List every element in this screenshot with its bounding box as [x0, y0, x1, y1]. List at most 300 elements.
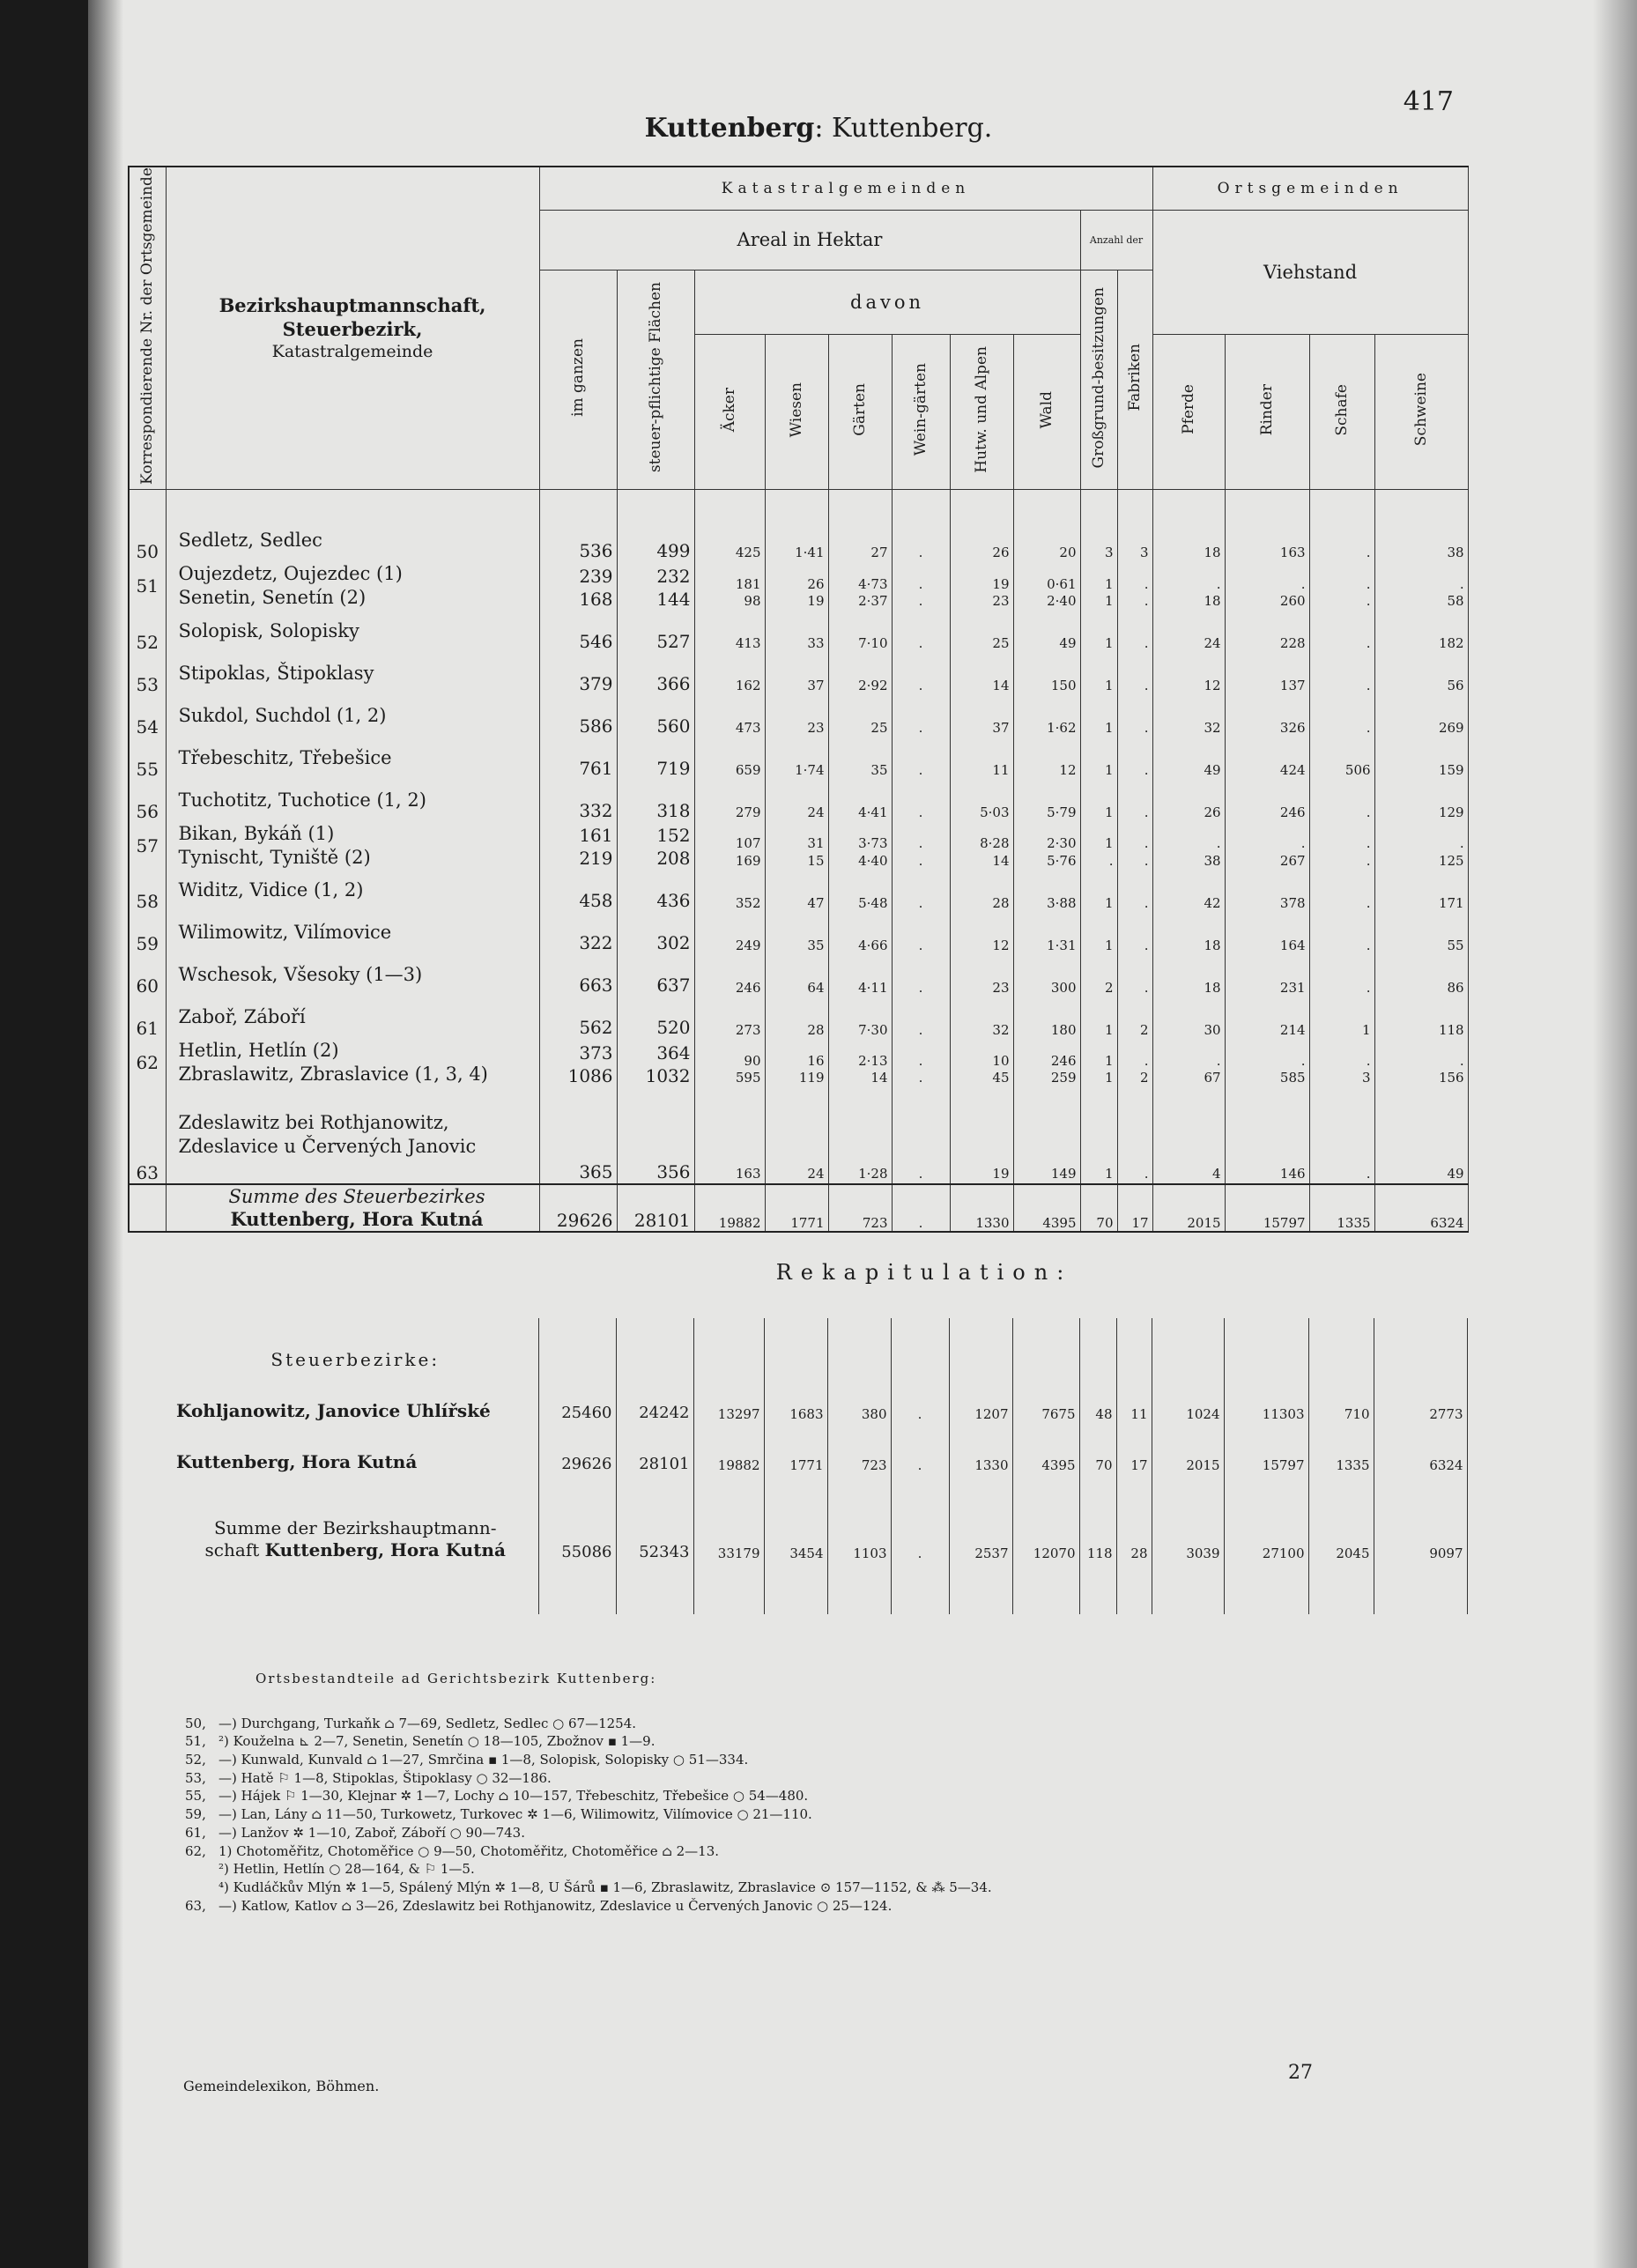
cell-value: 17: [1116, 1422, 1152, 1473]
cell-value: 171: [1374, 870, 1468, 912]
cell-value: 0·61 2·40: [1013, 562, 1080, 611]
col-schafe: Schafe: [1309, 334, 1374, 489]
cell-value: 137: [1225, 653, 1309, 695]
name-column-header: Bezirkshauptmannschaft, Steuerbezirk, Katastralgemeinde: [166, 167, 539, 489]
cell-value: 1: [1080, 997, 1117, 1039]
cell-value: 32: [1152, 695, 1225, 737]
table-row: [129, 562, 1468, 611]
cell-value: 1: [1080, 695, 1117, 737]
cell-value: 637: [617, 954, 694, 997]
cell-value: .: [1117, 912, 1152, 954]
cell-value: 1·31: [1013, 912, 1080, 954]
note-line: 61, —) Lanžov ✲ 1—10, Zaboř, Záboří ○ 90—743.: [185, 1824, 525, 1841]
row-number: 54: [129, 695, 166, 737]
cell-value: 2·92: [828, 653, 892, 695]
cell-value: 18: [1152, 912, 1225, 954]
municipality-name: Sukdol, Suchdol (1, 2): [166, 695, 539, 737]
areal-header: Areal in Hektar: [539, 211, 1080, 271]
cell-value: 47: [765, 870, 828, 912]
row-number: 56: [129, 780, 166, 822]
rekap-row: [173, 1422, 1467, 1473]
row-number: 59: [129, 912, 166, 954]
scan-edge-right: [1593, 0, 1637, 2268]
table-row: [129, 695, 1468, 737]
scan-edge-shadow: [88, 0, 123, 2268]
table-row: [129, 520, 1468, 562]
cell-value: 12: [1013, 737, 1080, 780]
municipality-name: Wschesok, Všesoky (1—3): [166, 954, 539, 997]
cell-value: 26: [950, 520, 1013, 562]
cell-value: 546: [539, 611, 617, 653]
cell-value: 527: [617, 611, 694, 653]
cell-value: 18: [1152, 520, 1225, 562]
steuerbezirk-name: Kuttenberg, Hora Kutná: [173, 1422, 538, 1473]
viehstand-header: Viehstand: [1152, 211, 1468, 335]
municipality-name: Bikan, Bykáň (1) Tynischt, Tyniště (2): [166, 822, 539, 871]
cell-value: 1: [1080, 1087, 1117, 1184]
cell-value: 2·30 5·76: [1013, 822, 1080, 871]
table-row: [129, 611, 1468, 653]
cell-value: 150: [1013, 653, 1080, 695]
cell-value: .: [892, 912, 950, 954]
cell-value: 356: [617, 1087, 694, 1184]
anzahl-header: Anzahl der: [1080, 211, 1152, 271]
cell-value: . .: [892, 562, 950, 611]
cell-value: 29626: [538, 1422, 616, 1473]
cell-value: 424: [1225, 737, 1309, 780]
cell-value: 279: [694, 780, 765, 822]
cell-value: 586: [539, 695, 617, 737]
cell-value: .: [892, 1087, 950, 1184]
cell-value: 425: [694, 520, 765, 562]
municipality-name: Solopisk, Solopisky: [166, 611, 539, 653]
cell-value: 352: [694, 870, 765, 912]
cell-value: . 267: [1225, 822, 1309, 871]
cell-value: . 125: [1374, 822, 1468, 871]
cell-value: . 260: [1225, 562, 1309, 611]
table-row: [129, 1087, 1468, 1184]
cell-value: 1 1: [1080, 1039, 1117, 1087]
cell-value: 56: [1374, 653, 1468, 695]
cell-value: 15797: [1224, 1422, 1308, 1473]
cell-value: 5·03: [950, 780, 1013, 822]
cell-value: 1: [1080, 870, 1117, 912]
rekap-row: [173, 1371, 1467, 1422]
cell-value: 35: [765, 912, 828, 954]
cell-value: 48: [1079, 1371, 1116, 1422]
municipality-name: Widitz, Vidice (1, 2): [166, 870, 539, 912]
rekapitulation-table: [173, 1318, 1468, 1614]
cell-value: 659: [694, 737, 765, 780]
cell-value: 164: [1225, 912, 1309, 954]
cell-value: 38: [1374, 520, 1468, 562]
cell-value: 19: [950, 1087, 1013, 1184]
cell-value: 24242: [616, 1371, 693, 1422]
note-line: 63, —) Katlow, Katlov ⌂ 3—26, Zdeslawitz bei Rothjanowitz, Zdeslavice u Červených Janovic ○ 25—124.: [185, 1897, 893, 1914]
cell-value: 228: [1225, 611, 1309, 653]
cell-value: 473: [694, 695, 765, 737]
cell-value: 536: [539, 520, 617, 562]
cell-value: 16 119: [765, 1039, 828, 1087]
cell-value: 11: [950, 737, 1013, 780]
cell-value: 332: [539, 780, 617, 822]
statistics-table: [128, 166, 1469, 1233]
cell-value: 182: [1374, 611, 1468, 653]
cell-value: 1: [1080, 780, 1117, 822]
row-number: 61: [129, 997, 166, 1039]
cell-value: 1·74: [765, 737, 828, 780]
cell-value: 2: [1080, 954, 1117, 997]
rekapitulation-title: Rekapitulation:: [775, 1260, 1073, 1285]
municipality-name: Stipoklas, Štipoklasy: [166, 653, 539, 695]
cell-value: 373 1086: [539, 1039, 617, 1087]
page-title: Kuttenberg: Kuttenberg.: [644, 113, 993, 144]
cell-value: 560: [617, 695, 694, 737]
cell-value: 232 144: [617, 562, 694, 611]
cell-value: 246: [694, 954, 765, 997]
cell-value: 10 45: [950, 1039, 1013, 1087]
cell-value: 1·62: [1013, 695, 1080, 737]
cell-value: 7675: [1012, 1371, 1079, 1422]
cell-value: 28: [950, 870, 1013, 912]
cell-value: 1: [1080, 737, 1117, 780]
note-line: ⁴) Kudláčkův Mlýn ✲ 1—5, Spálený Mlýn ✲ 1—8, U Šárů ▪ 1—6, Zbraslawitz, Zbraslavice ⊙ 157—1152, & ⁂ 5—34.: [219, 1879, 992, 1895]
table-row: [129, 912, 1468, 954]
cell-value: 37: [765, 653, 828, 695]
cell-value: . 67: [1152, 1039, 1225, 1087]
cell-value: 1335: [1308, 1422, 1374, 1473]
cell-value: 1: [1080, 912, 1117, 954]
cell-value: 146: [1225, 1087, 1309, 1184]
cell-value: 181 98: [694, 562, 765, 611]
cell-value: 436: [617, 870, 694, 912]
cell-value: 3·88: [1013, 870, 1080, 912]
katastralgemeinden-header: Katastralgemeinden: [539, 167, 1152, 211]
cell-value: 37: [950, 695, 1013, 737]
cell-value: 25: [950, 611, 1013, 653]
col-weingaerten: Wein-gärten: [892, 334, 950, 489]
cell-value: 149: [1013, 1087, 1080, 1184]
cell-value: 273: [694, 997, 765, 1039]
row-number: 57: [129, 822, 166, 871]
col-pferde: Pferde: [1152, 334, 1225, 489]
cell-value: 562: [539, 997, 617, 1039]
cell-value: .: [892, 997, 950, 1039]
cell-value: 2·13 14: [828, 1039, 892, 1087]
cell-value: 25460: [538, 1371, 616, 1422]
cell-value: 64: [765, 954, 828, 997]
cell-value: 162: [694, 653, 765, 695]
cell-value: . 156: [1374, 1039, 1468, 1087]
cell-value: .: [1117, 737, 1152, 780]
table-row: [129, 1039, 1468, 1087]
cell-value: 365: [539, 1087, 617, 1184]
cell-value: 49: [1013, 611, 1080, 653]
col-aecker: Äcker: [694, 334, 765, 489]
cell-value: . 38: [1152, 822, 1225, 871]
cell-value: .: [1309, 1087, 1374, 1184]
table-row: [129, 737, 1468, 780]
cell-value: 506: [1309, 737, 1374, 780]
note-line: 52, —) Kunwald, Kunvald ⌂ 1—27, Smrčina ▪ 1—8, Solopisk, Solopisky ○ 51—334.: [185, 1752, 749, 1768]
cell-value: .: [892, 954, 950, 997]
note-line: 50, —) Durchgang, Turkaňk ⌂ 7—69, Sedletz, Sedlec ○ 67—1254.: [185, 1715, 637, 1731]
cell-value: 379: [539, 653, 617, 695]
nr-column-header: Korrespondierende Nr. der Ortsgemeinde: [129, 167, 166, 489]
cell-value: 3: [1117, 520, 1152, 562]
ortsbestandteile-notes: [185, 1670, 1418, 1915]
municipality-name: Oujezdetz, Oujezdec (1) Senetin, Senetín (2): [166, 562, 539, 611]
cell-value: 269: [1374, 695, 1468, 737]
municipality-name: Hetlin, Hetlín (2) Zbraslawitz, Zbraslavice (1, 3, 4): [166, 1039, 539, 1087]
cell-value: 710: [1308, 1371, 1374, 1422]
cell-value: . 2: [1117, 1039, 1152, 1087]
cell-value: 35: [828, 737, 892, 780]
cell-value: 159: [1374, 737, 1468, 780]
cell-value: 11303: [1224, 1371, 1308, 1422]
cell-value: 1·28: [828, 1087, 892, 1184]
col-fabriken: Fabriken: [1117, 270, 1152, 489]
summe-row: Summe des Steuerbezirkes Kuttenberg, Hora Kutná 29626 28101 19882 1771 723 . 1330 4395 70 17 2015 15797 1335 6324: [129, 1184, 1468, 1233]
cell-value: 663: [539, 954, 617, 997]
cell-value: 23: [765, 695, 828, 737]
cell-value: 26: [1152, 780, 1225, 822]
cell-value: 163: [1225, 520, 1309, 562]
cell-value: .: [1117, 653, 1152, 695]
cell-value: 380: [827, 1371, 891, 1422]
cell-value: . 585: [1225, 1039, 1309, 1087]
cell-value: .: [892, 653, 950, 695]
cell-value: 19 23: [950, 562, 1013, 611]
cell-value: 27: [828, 520, 892, 562]
cell-value: 25: [828, 695, 892, 737]
cell-value: . .: [1117, 822, 1152, 871]
municipality-name: Zaboř, Záboří: [166, 997, 539, 1039]
cell-value: 1207: [949, 1371, 1012, 1422]
page-number: 417: [1403, 86, 1454, 117]
cell-value: 1: [1309, 997, 1374, 1039]
cell-value: 90 595: [694, 1039, 765, 1087]
steuerbezirke-label: Steuerbezirke:: [173, 1318, 538, 1371]
cell-value: 2773: [1374, 1371, 1467, 1422]
cell-value: 413: [694, 611, 765, 653]
table-row: [129, 780, 1468, 822]
cell-value: 302: [617, 912, 694, 954]
cell-value: 1: [1080, 611, 1117, 653]
cell-value: 14: [950, 653, 1013, 695]
cell-value: 249: [694, 912, 765, 954]
cell-value: 231: [1225, 954, 1309, 997]
cell-value: 49: [1152, 737, 1225, 780]
cell-value: 49: [1374, 1087, 1468, 1184]
cell-value: .: [1117, 1087, 1152, 1184]
row-number: 52: [129, 611, 166, 653]
cell-value: 246 259: [1013, 1039, 1080, 1087]
cell-value: 70: [1079, 1422, 1116, 1473]
cell-value: 55: [1374, 912, 1468, 954]
col-rinder: Rinder: [1225, 334, 1309, 489]
cell-value: 3: [1080, 520, 1117, 562]
col-schweine: Schweine: [1374, 334, 1468, 489]
municipality-name: Třebeschitz, Třebešice: [166, 737, 539, 780]
cell-value: . 58: [1374, 562, 1468, 611]
cell-value: 7·30: [828, 997, 892, 1039]
cell-value: .: [892, 870, 950, 912]
note-line: 55, —) Hájek ⚐ 1—30, Klejnar ✲ 1—7, Lochy ⌂ 10—157, Třebeschitz, Třebešice ○ 54—480.: [185, 1788, 809, 1805]
cell-value: 12: [1152, 653, 1225, 695]
cell-value: .: [891, 1422, 949, 1473]
cell-value: .: [892, 520, 950, 562]
notes-heading: Ortsbestandteile ad Gerichtsbezirk Kuttenberg:: [256, 1671, 657, 1686]
cell-value: 28: [765, 997, 828, 1039]
cell-value: .: [1309, 954, 1374, 997]
cell-value: 1 1: [1080, 562, 1117, 611]
cell-value: 1·41: [765, 520, 828, 562]
cell-value: .: [1309, 611, 1374, 653]
cell-value: 129: [1374, 780, 1468, 822]
cell-value: 180: [1013, 997, 1080, 1039]
cell-value: .: [892, 611, 950, 653]
steuerbezirk-name: Kohljanowitz, Janovice Uhlířské: [173, 1371, 538, 1422]
note-line: ²) Hetlin, Hetlín ○ 28—164, & ⚐ 1—5.: [219, 1861, 475, 1878]
cell-value: . .: [892, 822, 950, 871]
cell-value: 7·10: [828, 611, 892, 653]
col-gaerten: Gärten: [828, 334, 892, 489]
cell-value: 24: [765, 1087, 828, 1184]
cell-value: 23: [950, 954, 1013, 997]
cell-value: 2015: [1152, 1422, 1224, 1473]
cell-value: 499: [617, 520, 694, 562]
municipality-name: Wilimowitz, Vilímovice: [166, 912, 539, 954]
footer-sheet-number: 27: [1288, 2062, 1313, 2084]
row-number: 60: [129, 954, 166, 997]
col-wald: Wald: [1013, 334, 1080, 489]
row-number: 53: [129, 653, 166, 695]
cell-value: .: [1117, 870, 1152, 912]
cell-value: 4·11: [828, 954, 892, 997]
cell-value: .: [1117, 954, 1152, 997]
municipality-name: Tuchotitz, Tuchotice (1, 2): [166, 780, 539, 822]
cell-value: 26 19: [765, 562, 828, 611]
col-steuerpflichtige: steuer-pflichtige Flächen: [617, 270, 694, 489]
cell-value: 326: [1225, 695, 1309, 737]
cell-value: 13297: [693, 1371, 764, 1422]
cell-value: 20: [1013, 520, 1080, 562]
cell-value: 163: [694, 1087, 765, 1184]
table-row: [129, 653, 1468, 695]
row-number: 55: [129, 737, 166, 780]
cell-value: 107 169: [694, 822, 765, 871]
cell-value: 5·48: [828, 870, 892, 912]
rekap-summe-row: Summe der Bezirkshauptmann- schaft Kuttenberg, Hora Kutná 55086 52343 33179 3454 1103 . 2537 12070 118 28 3039 27100 2045 9097: [173, 1517, 1467, 1561]
cell-value: 28101: [616, 1422, 693, 1473]
cell-value: 520: [617, 997, 694, 1039]
cell-value: .: [892, 780, 950, 822]
cell-value: 42: [1152, 870, 1225, 912]
note-line: 62, 1) Chotoměřitz, Chotoměřice ○ 9—50, Chotoměřitz, Chotoměřice ⌂ 2—13.: [185, 1842, 720, 1859]
cell-value: 86: [1374, 954, 1468, 997]
cell-value: 378: [1225, 870, 1309, 912]
cell-value: . .: [892, 1039, 950, 1087]
note-line: 51, ²) Kouželna ⊾ 2—7, Senetin, Senetín ○ 18—105, Zbožnov ▪ 1—9.: [185, 1733, 656, 1750]
cell-value: 761: [539, 737, 617, 780]
cell-value: 214: [1225, 997, 1309, 1039]
davon-header: davon: [694, 270, 1080, 334]
row-number: 58: [129, 870, 166, 912]
cell-value: .: [1309, 520, 1374, 562]
cell-value: 322: [539, 912, 617, 954]
scan-edge-left: [0, 0, 88, 2268]
cell-value: 24: [765, 780, 828, 822]
cell-value: 300: [1013, 954, 1080, 997]
row-number: 62: [129, 1039, 166, 1087]
cell-value: 239 168: [539, 562, 617, 611]
row-number: 50: [129, 520, 166, 562]
cell-value: 11: [1116, 1371, 1152, 1422]
cell-value: .: [1309, 912, 1374, 954]
table-row: [129, 822, 1468, 871]
cell-value: 24: [1152, 611, 1225, 653]
municipality-name: Zdeslawitz bei Rothjanowitz, Zdeslavice u Červených Janovic: [166, 1087, 539, 1184]
cell-value: .: [1117, 611, 1152, 653]
cell-value: 318: [617, 780, 694, 822]
table-row: [129, 954, 1468, 997]
cell-value: 1771: [764, 1422, 827, 1473]
cell-value: .: [1117, 695, 1152, 737]
cell-value: .: [1117, 780, 1152, 822]
cell-value: 1330: [949, 1422, 1012, 1473]
cell-value: 364 1032: [617, 1039, 694, 1087]
cell-value: 19882: [693, 1422, 764, 1473]
cell-value: .: [892, 695, 950, 737]
cell-value: .: [891, 1371, 949, 1422]
row-number: 51: [129, 562, 166, 611]
col-wiesen: Wiesen: [765, 334, 828, 489]
cell-value: . .: [1309, 562, 1374, 611]
col-grossgrund: Großgrund-besitzungen: [1080, 270, 1117, 489]
cell-value: 5·79: [1013, 780, 1080, 822]
cell-value: 366: [617, 653, 694, 695]
cell-value: 6324: [1374, 1422, 1467, 1473]
note-line: 53, —) Hatě ⚐ 1—8, Stipoklas, Štipoklasy ○ 32—186.: [185, 1769, 552, 1786]
cell-value: .: [1309, 780, 1374, 822]
cell-value: . .: [1117, 562, 1152, 611]
cell-value: 4: [1152, 1087, 1225, 1184]
cell-value: 18: [1152, 954, 1225, 997]
cell-value: 12: [950, 912, 1013, 954]
cell-value: 458: [539, 870, 617, 912]
cell-value: 2: [1117, 997, 1152, 1039]
cell-value: 719: [617, 737, 694, 780]
ortsgemeinden-header: Ortsgemeinden: [1152, 167, 1468, 211]
cell-value: .: [1309, 695, 1374, 737]
cell-value: 118: [1374, 997, 1468, 1039]
cell-value: 1: [1080, 653, 1117, 695]
cell-value: . 18: [1152, 562, 1225, 611]
cell-value: 723: [827, 1422, 891, 1473]
cell-value: 30: [1152, 997, 1225, 1039]
cell-value: 4395: [1012, 1422, 1079, 1473]
cell-value: 246: [1225, 780, 1309, 822]
cell-value: 161 219: [539, 822, 617, 871]
table-row: [129, 997, 1468, 1039]
cell-value: 4·66: [828, 912, 892, 954]
col-hutweiden: Hutw. und Alpen: [950, 334, 1013, 489]
cell-value: 33: [765, 611, 828, 653]
cell-value: 4·73 2·37: [828, 562, 892, 611]
cell-value: 1 .: [1080, 822, 1117, 871]
row-number: 63: [129, 1087, 166, 1184]
